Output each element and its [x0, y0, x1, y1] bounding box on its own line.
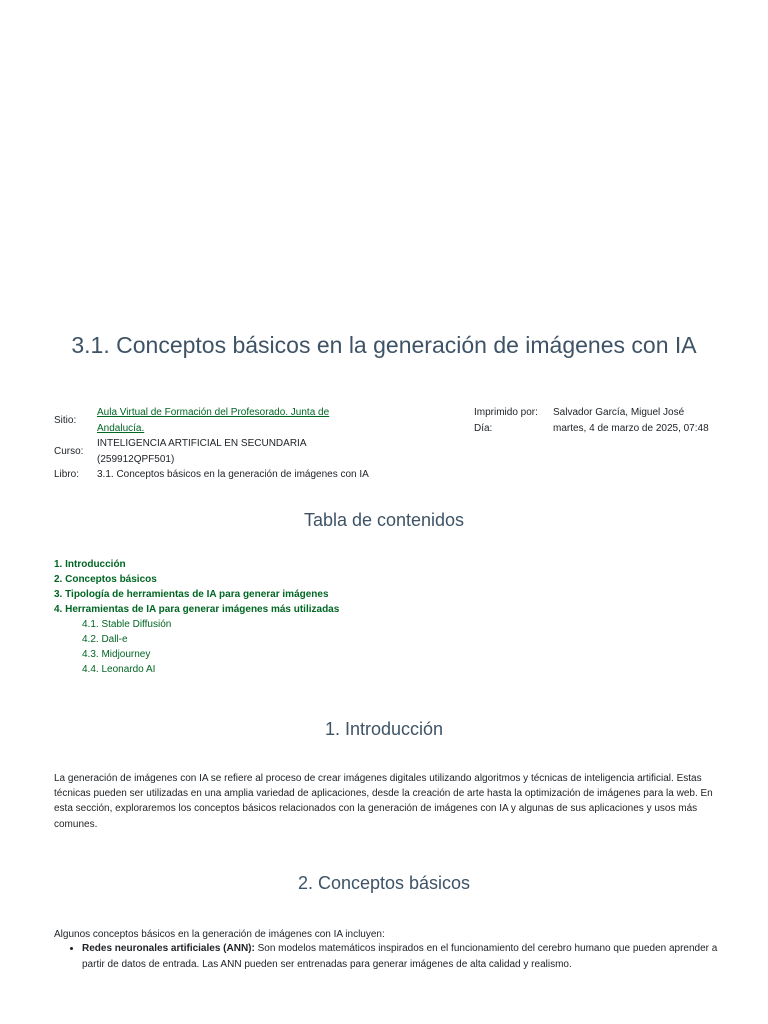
- toc-item: [54, 587, 339, 602]
- concepts-list: [54, 941, 742, 972]
- concepts-heading: 2. Conceptos básicos: [297, 873, 471, 893]
- day-value: martes, 4 de marzo de 2025, 07:48: [553, 423, 709, 434]
- toc-subitem: [54, 662, 339, 677]
- toc-item: [54, 602, 339, 617]
- toc-link-introduccion[interactable]: 1. Introducción: [54, 559, 126, 570]
- day-label: Día:: [474, 423, 493, 434]
- toc-subitem: [54, 617, 339, 632]
- intro-paragraph: La generación de imágenes con IA se refiere al proceso de crear imágenes digitales utilizando algoritmos y técnicas de inteligencia artificial. Estas técnicas pueden ser utilizadas en una amplia variedad de aplicaciones, desde la creación de arte hasta la optimización de imágenes para la web. En esta sección, exploraremos los conceptos básicos relacionados con la generación de imágenes con IA y algunas de sus aplicaciones y usos más comunes.: [54, 773, 713, 830]
- intro-heading: 1. Introducción: [324, 719, 444, 739]
- page-title: 3.1. Conceptos básicos en la generación de imágenes con IA: [71, 332, 697, 358]
- course-value: INTELIGENCIA ARTIFICIAL EN SECUNDARIA (259912QPF501): [97, 438, 306, 465]
- toc-subitem: [54, 632, 339, 647]
- site-label: Sitio:: [54, 414, 77, 426]
- toc-link-herramientas[interactable]: 4. Herramientas de IA para generar imágenes más utilizadas: [54, 604, 340, 615]
- course-label: Curso:: [54, 445, 84, 457]
- toc-link-midjourney[interactable]: 4.3. Midjourney: [82, 649, 151, 660]
- toc-item: [54, 557, 339, 572]
- toc-item: [54, 572, 339, 587]
- book-value: 3.1. Conceptos básicos en la generación de imágenes con IA: [97, 469, 369, 480]
- toc-link-conceptos-basicos[interactable]: 2. Conceptos básicos: [54, 574, 157, 585]
- toc-heading: Tabla de contenidos: [303, 510, 465, 530]
- site-link[interactable]: Aula Virtual de Formación del Profesorado. Junta de Andalucía.: [97, 407, 330, 434]
- toc-link-leonardo-ai[interactable]: 4.4. Leonardo AI: [82, 664, 156, 675]
- concepts-intro: Algunos conceptos básicos en la generación de imágenes con IA incluyen:: [54, 929, 385, 940]
- toc-link-tipologia[interactable]: 3. Tipología de herramientas de IA para generar imágenes: [54, 589, 329, 600]
- list-item: [82, 941, 742, 972]
- printed-by-value: Salvador García, Miguel José: [553, 407, 685, 418]
- table-of-contents: [54, 557, 339, 677]
- list-item-text: Son modelos matemáticos inspirados en el funcionamiento del cerebro humano que pueden aprender a partir de datos de entrada. Las ANN pueden ser entrenadas para generar imágenes de alta calidad y realismo.: [82, 943, 718, 970]
- list-item-term: Redes neuronales artificiales (ANN):: [82, 943, 255, 954]
- printed-by-label: Imprimido por:: [474, 407, 538, 418]
- toc-link-dall-e[interactable]: 4.2. Dall-e: [82, 634, 128, 645]
- toc-link-stable-diffusion[interactable]: 4.1. Stable Diffusión: [82, 619, 172, 630]
- print-info-table: [474, 405, 709, 437]
- book-info-table: [54, 405, 369, 483]
- book-label: Libro:: [54, 469, 80, 480]
- toc-subitem: [54, 647, 339, 662]
